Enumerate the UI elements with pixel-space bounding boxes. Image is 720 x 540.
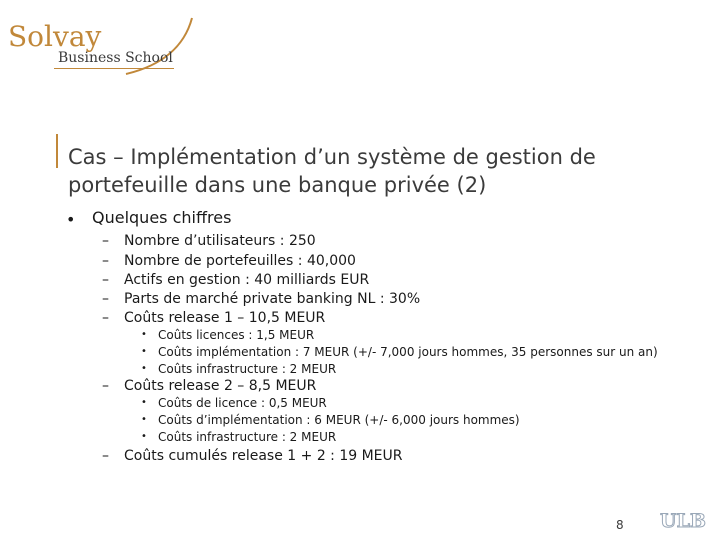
release2-label: Coûts release 2 – 8,5 MEUR: [124, 378, 317, 394]
solvay-logo: [0, 0, 210, 100]
dash-icon: –: [102, 378, 109, 394]
release1-cost: Coûts implémentation : 7 MEUR (+/- 7,000 jours hommes, 35 personnes sur un an): [158, 345, 658, 359]
logo-swoosh-icon: [120, 14, 200, 76]
main-bullet-label: Quelques chiffres: [92, 208, 232, 227]
sub-bullet-icon: •: [141, 346, 147, 357]
release2-cost: Coûts d’implémentation : 6 MEUR (+/- 6,000 jours hommes): [158, 413, 520, 427]
sub-bullet-icon: •: [141, 431, 147, 442]
figure-item: Nombre d’utilisateurs : 250: [124, 233, 316, 249]
sub-bullet-icon: •: [141, 363, 147, 374]
release2-cost: Coûts infrastructure : 2 MEUR: [158, 430, 337, 444]
figure-item: Nombre de portefeuilles : 40,000: [124, 253, 356, 269]
release2-cost: Coûts de licence : 0,5 MEUR: [158, 396, 327, 410]
cumulative-cost: Coûts cumulés release 1 + 2 : 19 MEUR: [124, 448, 403, 464]
sub-bullet-icon: •: [141, 397, 147, 408]
dash-icon: –: [102, 272, 109, 288]
dash-icon: –: [102, 448, 109, 464]
release1-cost: Coûts infrastructure : 2 MEUR: [158, 362, 337, 376]
logo-school: Business School: [58, 50, 173, 66]
title-accent-bar: [56, 134, 58, 168]
dash-icon: –: [102, 253, 109, 269]
release1-cost: Coûts licences : 1,5 MEUR: [158, 328, 315, 342]
dash-icon: –: [102, 233, 109, 249]
figure-item: Coûts release 1 – 10,5 MEUR: [124, 310, 326, 326]
ulb-logo: ULB: [660, 510, 706, 532]
sub-bullet-icon: •: [141, 414, 147, 425]
figure-item: Actifs en gestion : 40 milliards EUR: [124, 272, 370, 288]
figure-item: Parts de marché private banking NL : 30%: [124, 291, 421, 307]
bullet-icon: •: [66, 210, 76, 229]
dash-icon: –: [102, 291, 109, 307]
logo-divider: [54, 68, 174, 69]
sub-bullet-icon: •: [141, 329, 147, 340]
slide-title: Cas – Implémentation d’un système de gestion de portefeuille dans une banque privée (2): [68, 145, 596, 197]
page-number: 8: [616, 518, 624, 532]
dash-icon: –: [102, 310, 109, 326]
logo-brand: Solvay: [8, 20, 102, 53]
